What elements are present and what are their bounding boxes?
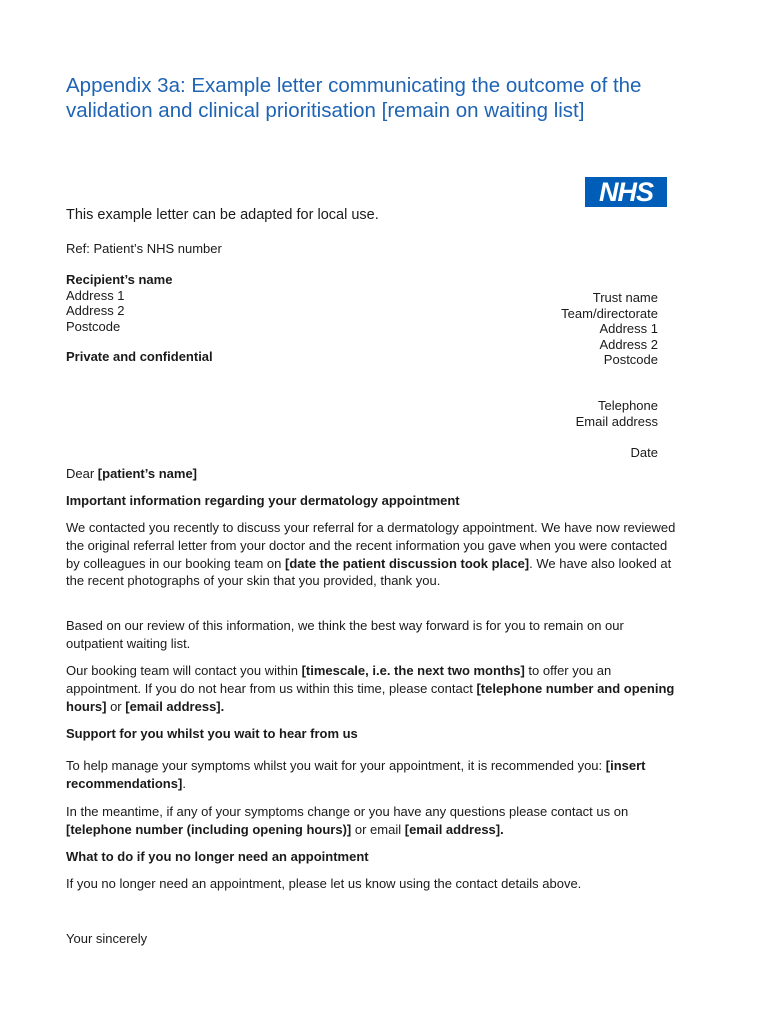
p3-text-e: or <box>106 698 126 714</box>
recipient-postcode: Postcode <box>66 318 121 334</box>
intro-text: This example letter can be adapted for local use. <box>66 207 379 223</box>
nhs-logo-text: NHS <box>598 177 653 207</box>
sender-contact <box>576 398 658 429</box>
paragraph-2: Based on our review of this information, we think the best way forward is for you to remain on our outpatient waiting list. <box>66 618 624 651</box>
paragraph-6: If you no longer need an appointment, please let us know using the contact details above. <box>66 876 582 891</box>
recipient-address1: Address 1 <box>66 287 125 303</box>
p4-placeholder-recommendations: [insert recommendations] <box>66 758 646 791</box>
recipient-address <box>66 272 172 334</box>
sender-telephone: Telephone <box>598 398 658 413</box>
nhs-logo <box>585 177 667 207</box>
paragraph-5 <box>66 803 676 839</box>
salutation <box>66 465 676 483</box>
closing: Your sincerely <box>66 931 148 946</box>
sender-postcode: Postcode <box>603 352 658 368</box>
salutation-text: Dear <box>66 466 98 481</box>
no-longer-need-heading: What to do if you no longer need an appointment <box>66 849 369 864</box>
p1-text-a: We contacted you recently to discuss your referral for a dermatology appointment. We have now reviewed the original referral letter from your doctor and the recent information you gave when you were contacted by colleagues in our booking team on <box>66 520 676 571</box>
paragraph-4 <box>66 757 676 793</box>
salutation-name: [patient’s name] <box>97 466 197 481</box>
sender-address2: Address 2 <box>599 336 658 352</box>
p3-text-c: to offer you an appointment. If you do not hear from us within this time, please contact <box>66 663 612 696</box>
recipient-address2: Address 2 <box>66 303 125 318</box>
p1-text-c: . We have also looked at the recent photographs of your skin that you provided, thank you. <box>66 555 672 589</box>
page-title: Appendix 3a: Example letter communicating the outcome of the validation and clinical prioritisation [remain on waiting list] <box>66 74 642 122</box>
p4-text-a: To help manage your symptoms whilst you wait for your appointment, it is recommended you: <box>66 758 606 773</box>
sender-team: Team/directorate <box>561 305 658 321</box>
p5-placeholder-email: [email address]. <box>404 821 504 837</box>
p1-placeholder-date: [date the patient discussion took place] <box>284 555 530 571</box>
p3-placeholder-email: [email address]. <box>125 698 225 714</box>
sender-address1: Address 1 <box>599 321 658 337</box>
paragraph-3 <box>66 662 676 715</box>
p3-text-a: Our booking team will contact you within <box>66 663 302 678</box>
p3-placeholder-timescale: [timescale, i.e. the next two months] <box>301 663 525 678</box>
p3-placeholder-telephone: [telephone number and opening hours] <box>66 680 675 714</box>
p5-placeholder-telephone: [telephone number (including opening hours)] <box>66 821 352 837</box>
letter-subject: Important information regarding your dermatology appointment <box>66 493 460 508</box>
paragraph-1 <box>66 519 676 590</box>
p4-text-c: . <box>182 775 186 791</box>
p5-text-a: In the meantime, if any of your symptoms change or you have any questions please contact us on <box>66 804 629 819</box>
letter-date: Date <box>630 445 658 460</box>
p5-text-c: or email <box>351 821 405 837</box>
support-heading: Support for you whilst you wait to hear from us <box>66 726 358 741</box>
sender-trust: Trust name <box>592 290 658 305</box>
private-confidential: Private and confidential <box>66 349 213 364</box>
reference-line: Ref: Patient’s NHS number <box>66 241 222 256</box>
recipient-name: Recipient’s name <box>66 272 173 287</box>
sender-address <box>561 290 658 368</box>
sender-email: Email address <box>575 413 658 429</box>
